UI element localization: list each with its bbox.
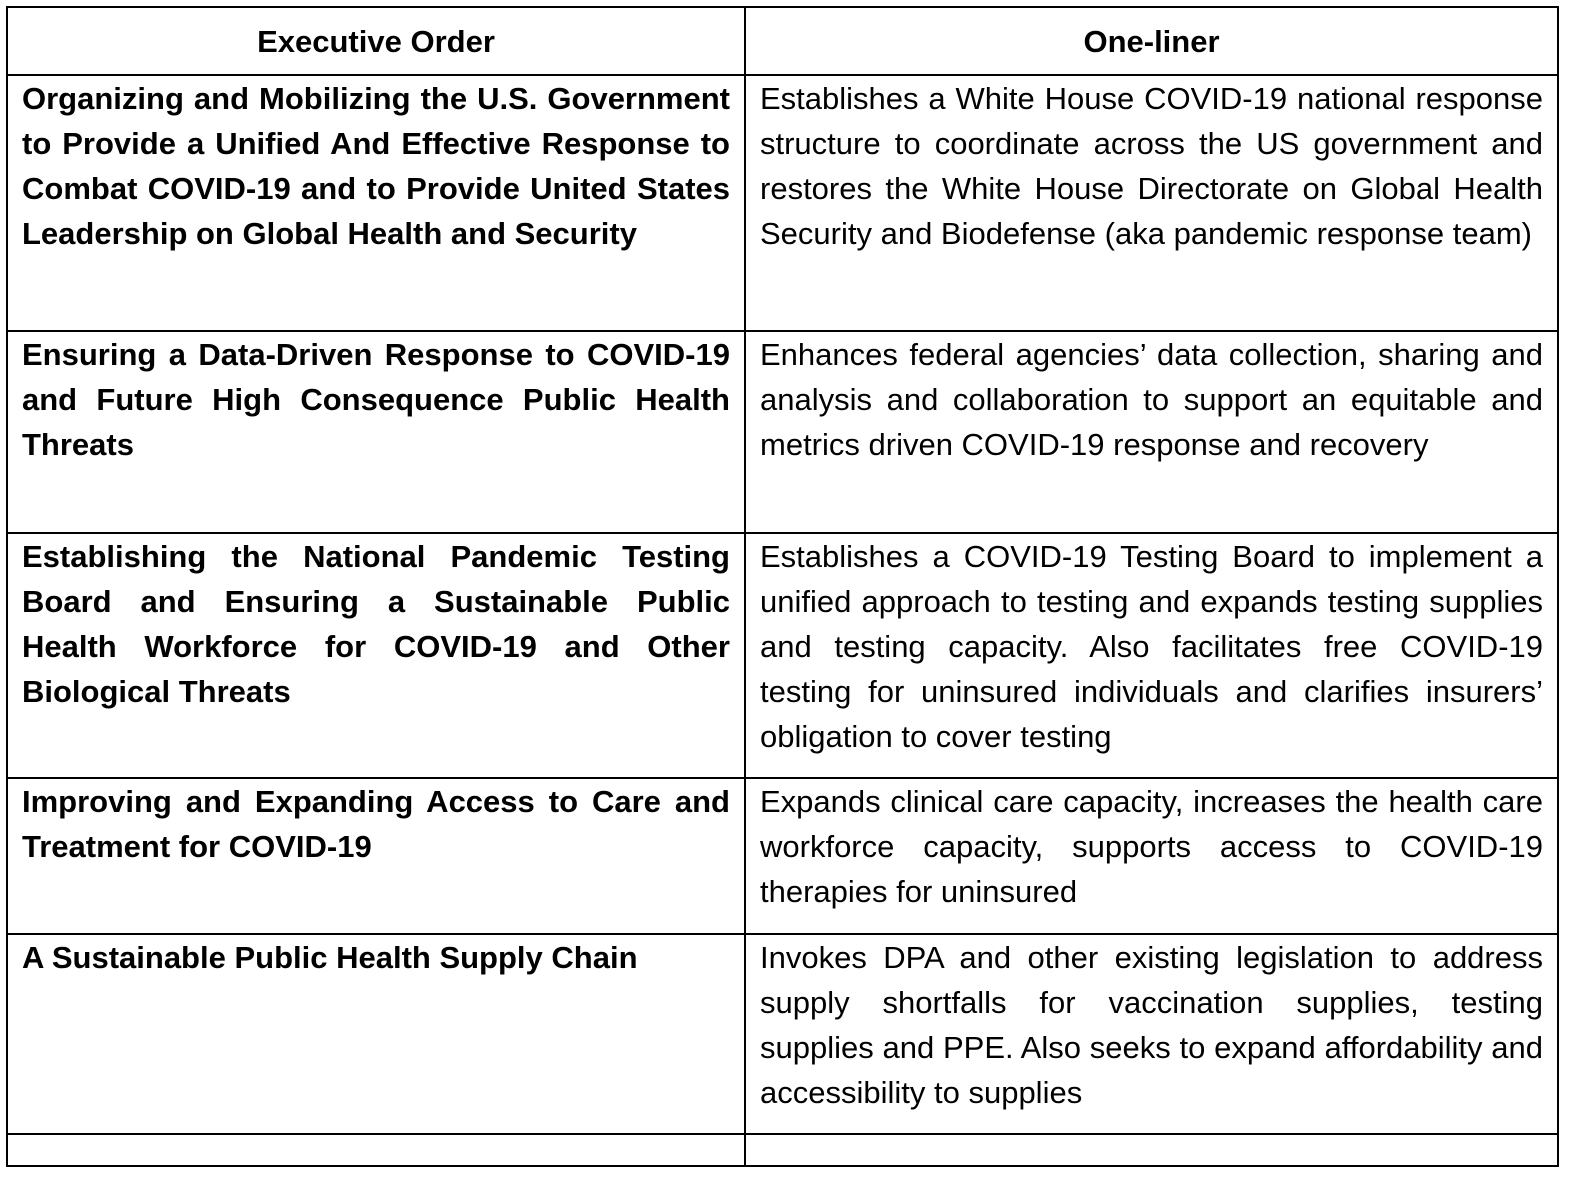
one-liner-cell: Enhances federal agencies’ data collection, sharing and analysis and collaboration to support an equitable and metrics driven COVID-19 response and recovery bbox=[745, 331, 1558, 533]
header-executive-order: Executive Order bbox=[7, 7, 745, 75]
table-row bbox=[7, 533, 1558, 778]
order-title-cell: Establishing the National Pandemic Testing Board and Ensuring a Sustainable Public Health Workforce for COVID-19 and Other Biological Threats bbox=[7, 533, 745, 778]
order-title-cell: Organizing and Mobilizing the U.S. Government to Provide a Unified And Effective Response to Combat COVID-19 and to Provide United States Leadership on Global Health and Security bbox=[7, 75, 745, 331]
order-title-cell: Ensuring a Data-Driven Response to COVID-19 and Future High Consequence Public Health Threats bbox=[7, 331, 745, 533]
table-row bbox=[7, 75, 1558, 331]
one-liner-cell: Establishes a COVID-19 Testing Board to implement a unified approach to testing and expands testing supplies and testing capacity. Also facilitates free COVID-19 testing for uninsured individuals and clarifies insurers’ obligation to cover testing bbox=[745, 533, 1558, 778]
table-row-partial bbox=[7, 1134, 1558, 1166]
table-row bbox=[7, 778, 1558, 934]
order-title-cell: A Sustainable Public Health Supply Chain bbox=[7, 934, 745, 1134]
table-row bbox=[7, 934, 1558, 1134]
empty-cell bbox=[745, 1134, 1558, 1166]
table-row bbox=[7, 331, 1558, 533]
empty-cell bbox=[7, 1134, 745, 1166]
one-liner-cell: Expands clinical care capacity, increases the health care workforce capacity, supports access to COVID-19 therapies for uninsured bbox=[745, 778, 1558, 934]
header-one-liner: One-liner bbox=[745, 7, 1558, 75]
order-title-cell: Improving and Expanding Access to Care and Treatment for COVID-19 bbox=[7, 778, 745, 934]
one-liner-cell: Invokes DPA and other existing legislation to address supply shortfalls for vaccination supplies, testing supplies and PPE. Also seeks to expand affordability and accessibility to supplies bbox=[745, 934, 1558, 1134]
table-header-row bbox=[7, 7, 1558, 75]
one-liner-cell: Establishes a White House COVID-19 national response structure to coordinate across the US government and restores the White House Directorate on Global Health Security and Biodefense (aka pandemic response team) bbox=[745, 75, 1558, 331]
executive-orders-table bbox=[6, 6, 1559, 1167]
